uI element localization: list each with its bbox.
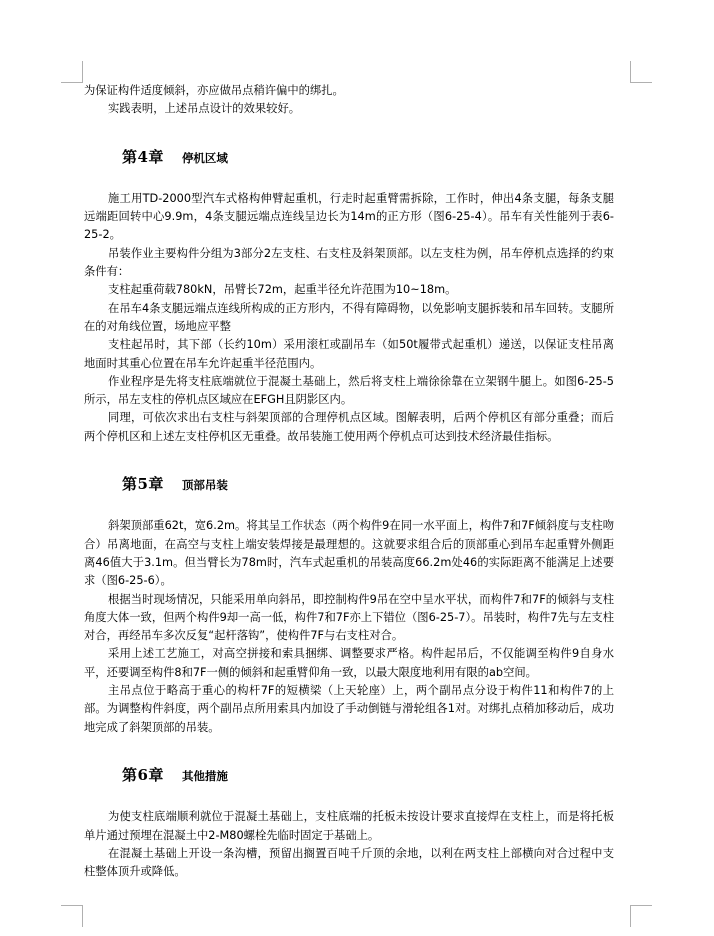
- paragraph: 在混凝土基础上开设一条沟槽，预留出搁置百吨千斤顶的余地，以利在两支柱上部横向对合过程中支柱整体顶升或降低。: [84, 846, 614, 879]
- crop-mark-top-right: [630, 61, 652, 83]
- intro-line: 实践表明，上述吊点设计的效果较好。: [108, 102, 301, 116]
- paragraph: 根据当时现场情况，只能采用单向斜吊，即控制构件9吊在空中呈水平状，而构件7和7F的倾斜与支柱角度大体一致，但两个构件9却一高一低，构件7和7F亦上下错位（图6-25-7）。吊装时，构件7先与左支柱对合，再经吊车多次反复“起杆落钩”，使构件7F与右支柱对合。: [84, 592, 614, 643]
- chapter-heading-5: [122, 475, 614, 494]
- chapter-heading-4: [122, 148, 614, 167]
- intro-line: 为保证构件适度倾斜，亦应做吊点稍许偏中的绑扎。: [84, 84, 344, 97]
- crop-mark-top-left: [61, 61, 83, 83]
- paragraph: 支柱起吊时，其下部（长约10m）采用滚杠或副吊车（如50t履带式起重机）递送，以保证支柱吊离地面时其重心位置在吊车允许起重半径范围内。: [84, 338, 614, 370]
- chapter-number: 第5章: [122, 475, 164, 494]
- crop-mark-bottom-left: [61, 905, 83, 927]
- paragraph: 同理，可依次求出右支柱与斜架顶部的合理停机点区域。图解表明，后两个停机区有部分重叠；而后两个停机区和上述左支柱停机区无重叠。故吊装施工使用两个停机点可达到技术经济最佳指标。: [84, 411, 614, 443]
- chapter-heading-6: [122, 766, 614, 785]
- chapter-number: 第4章: [122, 147, 164, 166]
- paragraph: 支柱起重荷载780kN，吊臂长72m，起重半径允许范围为10~18m。: [108, 283, 457, 297]
- paragraph: 斜架顶部重62t，宽6.2m。将其呈工作状态（两个构件9在同一水平面上，构件7和7F倾斜度与支柱吻合）吊离地面，在高空与支柱上端安装焊接是最理想的。这就要求组合后的顶部重心到吊车起重臂外侧距离46值大于3.1m。但当臂长为78m时，汽车式起重机的吊装高度66.2m处46的实际距离不能满足上述要求（图6-25-6）。: [84, 519, 614, 588]
- paragraph: 采用上述工艺施工，对高空拼接和索具捆绑、调整要求严格。构件起吊后，不仅能调至构件9自身水平，还要调至构件8和7F一侧的倾斜和起重臂仰角一致，以最大限度地利用有限的ab空间。: [84, 647, 614, 679]
- chapter-title: 停机区域: [181, 150, 228, 165]
- paragraph: 吊装作业主要构件分组为3部分2左支柱、右支柱及斜架顶部。以左支柱为例，吊车停机点选择的约束条件有：: [84, 246, 614, 279]
- crop-mark-bottom-right: [630, 905, 652, 927]
- paragraph: 在吊车4条支腿远端点连线所构成的正方形内，不得有障碍物，以免影响支腿拆装和吊车回转。支腿所在的对角线位置，场地应平整: [84, 301, 614, 333]
- document-body: [84, 82, 614, 881]
- paragraph: 作业程序是先将支柱底端就位于混凝土基础上，然后将支柱上端徐徐靠在立架钢牛腿上。如图6-25-5所示，吊左支柱的停机点区域应在EFGH且阴影区内。: [84, 374, 614, 407]
- chapter-number: 第6章: [122, 765, 164, 784]
- chapter-title: 顶部吊装: [181, 478, 228, 493]
- paragraph: 为使支柱底端顺利就位于混凝土基础上，支柱底端的托板未按设计要求直接焊在支柱上，而是将托板单片通过预埋在混凝土中2-M80螺栓先临时固定于基础上。: [84, 810, 614, 842]
- paragraph: 施工用TD-2000型汽车式格构伸臂起重机，行走时起重臂需拆除，工作时，伸出4条支腿，每条支腿远端距回转中心9.9m，4条支腿远端点连线呈边长为14m的正方形（图6-25-4）。吊车有关性能列于表6-25-2。: [84, 191, 614, 242]
- paragraph: 主吊点位于略高于重心的构杆7F的短横梁（上天轮座）上，两个副吊点分设于构件11和构件7的上部。为调整构件斜度，两个副吊点所用索具内加设了手动倒链与滑轮组各1对。对绑扎点稍加移动后，成功地完成了斜架顶部的吊装。: [84, 684, 614, 734]
- chapter-title: 其他措施: [181, 768, 228, 783]
